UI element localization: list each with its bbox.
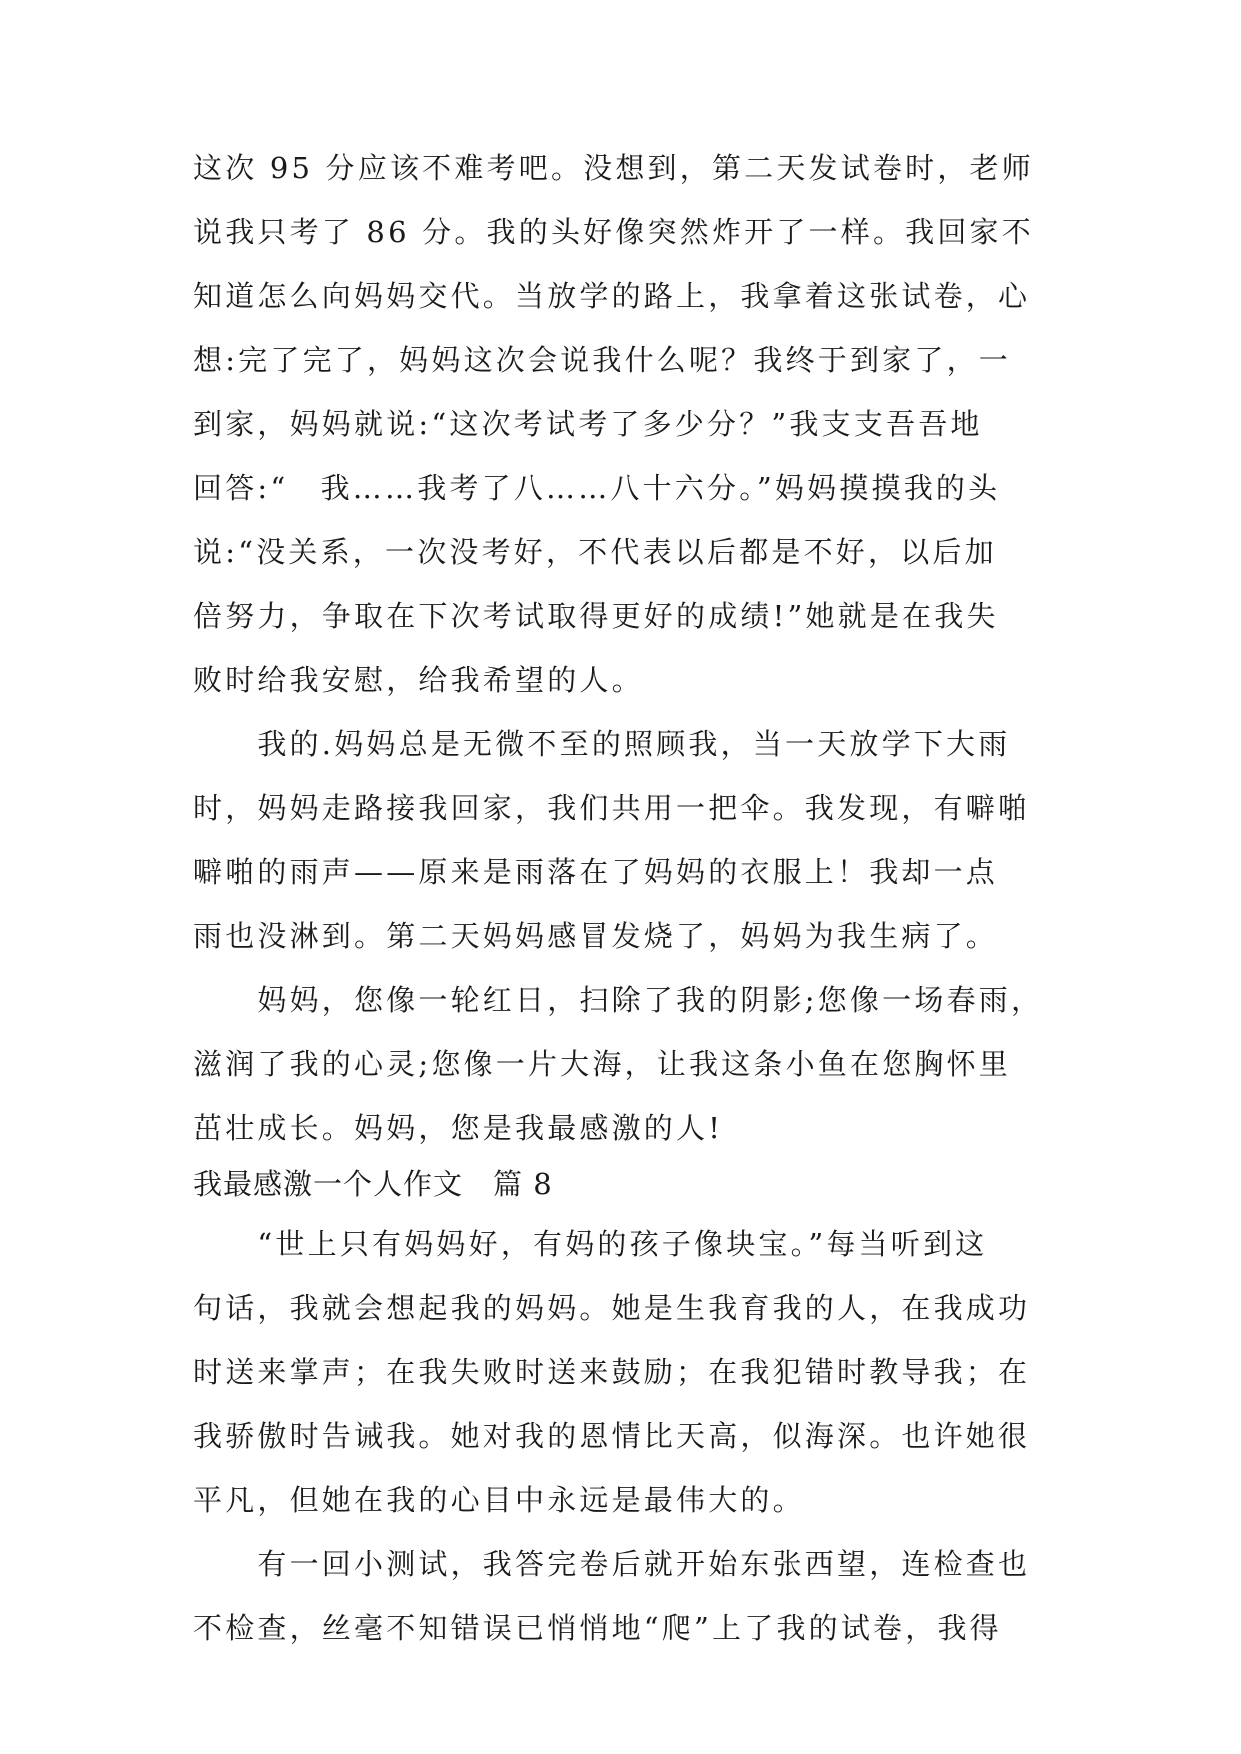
text-line: 这次 95 分应该不难考吧。没想到，第二天发试卷时，老师 bbox=[193, 151, 1034, 185]
text-line: 有一回小测试，我答完卷后就开始东张西望，连检查也 bbox=[193, 1547, 1031, 1581]
text-line: 倍努力，争取在下次考试取得更好的成绩!”她就是在我失 bbox=[193, 599, 999, 633]
text-line: 时送来掌声；在我失败时送来鼓励；在我犯错时教导我；在 bbox=[193, 1355, 1031, 1389]
text-line: 我的.妈妈总是无微不至的照顾我，当一天放学下大雨 bbox=[193, 727, 1011, 761]
text-line: 知道怎么向妈妈交代。当放学的路上，我拿着这张试卷，心 bbox=[193, 279, 1031, 313]
text-line: 平凡，但她在我的心目中永远是最伟大的。 bbox=[193, 1483, 805, 1517]
text-line: 我骄傲时告诫我。她对我的恩情比天高，似海深。也许她很 bbox=[193, 1419, 1031, 1453]
text-line: 败时给我安慰，给我希望的人。 bbox=[193, 663, 644, 697]
text-line: 滋润了我的心灵;您像一片大海，让我这条小鱼在您胸怀里 bbox=[193, 1047, 1011, 1081]
text-line: 茁壮成长。妈妈，您是我最感激的人! bbox=[193, 1111, 724, 1145]
text-line: 妈妈，您像一轮红日，扫除了我的阴影;您像一场春雨， bbox=[193, 983, 1044, 1017]
text-line: 说:“没关系，一次没考好，不代表以后都是不好，以后加 bbox=[193, 535, 997, 569]
text-line: 噼啪的雨声——原来是雨落在了妈妈的衣服上！我却一点 bbox=[193, 855, 999, 889]
section-heading: 我最感激一个人作文 篇 8 bbox=[193, 1167, 553, 1201]
text-line: 句话，我就会想起我的妈妈。她是生我育我的人，在我成功 bbox=[193, 1291, 1031, 1325]
text-line: 说我只考了 86 分。我的头好像突然炸开了一样。我回家不 bbox=[193, 215, 1034, 249]
text-line: 不检查，丝毫不知错误已悄悄地“爬”上了我的试卷，我得 bbox=[193, 1611, 1002, 1645]
text-line: 回答:“ 我……我考了八……八十六分。”妈妈摸摸我的头 bbox=[193, 471, 1001, 505]
text-line: 想:完了完了，妈妈这次会说我什么呢？我终于到家了，一 bbox=[193, 343, 1011, 377]
text-line: 到家，妈妈就说:“这次考试考了多少分？”我支支吾吾地 bbox=[193, 407, 983, 441]
text-line: 时，妈妈走路接我回家，我们共用一把伞。我发现，有噼啪 bbox=[193, 791, 1031, 825]
text-line: “世上只有妈妈好，有妈的孩子像块宝。”每当听到这 bbox=[193, 1227, 988, 1261]
text-line: 雨也没淋到。第二天妈妈感冒发烧了，妈妈为我生病了。 bbox=[193, 919, 999, 953]
